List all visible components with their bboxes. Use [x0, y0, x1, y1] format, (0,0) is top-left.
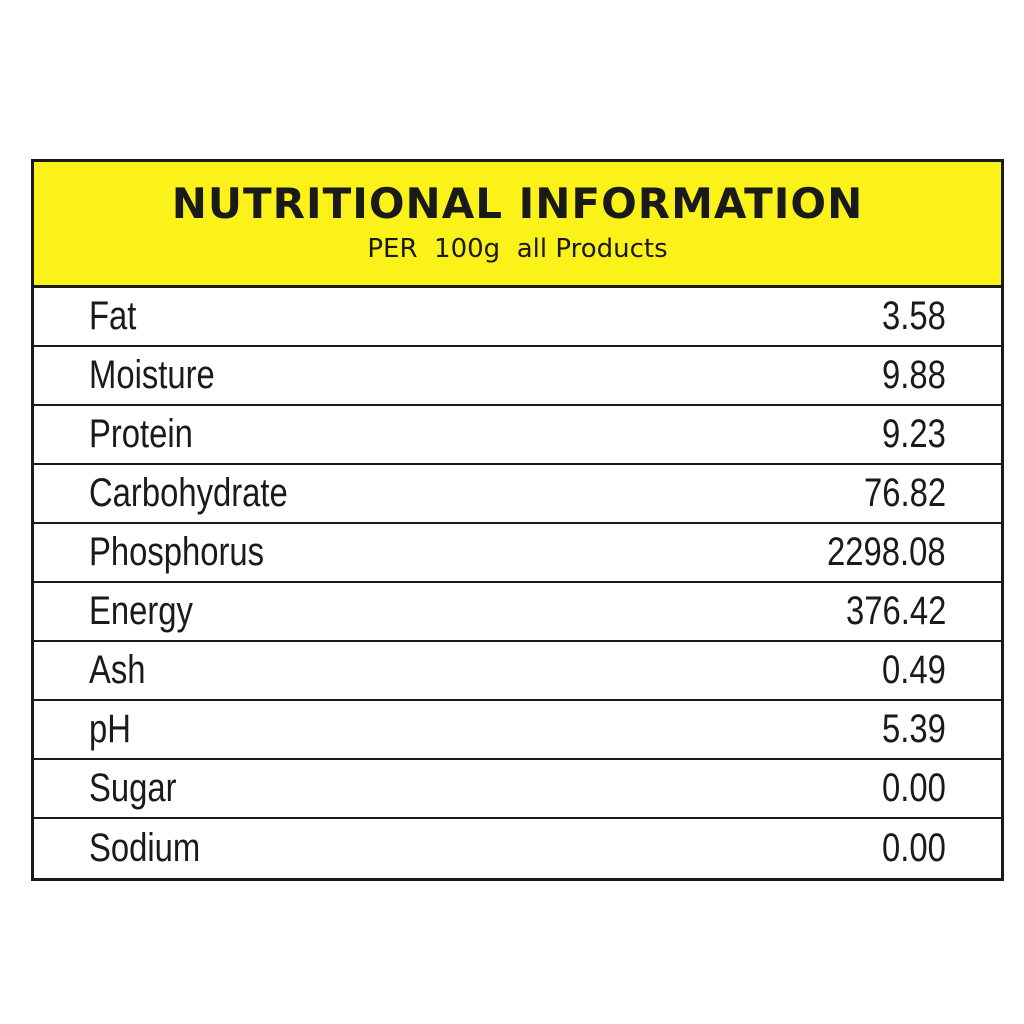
table-row — [34, 406, 1001, 465]
nutrient-label: Protein — [89, 412, 193, 456]
table-row — [34, 524, 1001, 583]
table-row — [34, 819, 1001, 878]
nutrient-value: 0.00 — [882, 826, 946, 870]
nutrient-value: 0.49 — [882, 648, 946, 692]
nutrient-label: Sugar — [89, 766, 177, 810]
nutrient-value: 9.23 — [882, 412, 946, 456]
nutrient-value: 9.88 — [882, 353, 946, 397]
nutrient-value: 76.82 — [863, 471, 946, 515]
nutrient-label: Ash — [89, 648, 146, 692]
table-row — [34, 288, 1001, 347]
nutrient-value: 2298.08 — [827, 530, 946, 574]
table-subtitle: PER 100g all Products — [367, 234, 668, 264]
nutrient-value: 5.39 — [882, 707, 946, 751]
table-row — [34, 583, 1001, 642]
table-header — [34, 162, 1001, 288]
nutrient-label: Energy — [89, 589, 193, 633]
table-row — [34, 347, 1001, 406]
nutrition-table — [31, 159, 1004, 881]
table-row — [34, 701, 1001, 760]
nutrient-label: pH — [89, 707, 131, 751]
table-body — [34, 288, 1001, 878]
table-row — [34, 465, 1001, 524]
nutrient-label: Fat — [89, 294, 137, 338]
nutrient-label: Phosphorus — [89, 530, 265, 574]
nutrient-label: Carbohydrate — [89, 471, 288, 515]
table-title: NUTRITIONAL INFORMATION — [171, 179, 864, 228]
nutrient-label: Moisture — [89, 353, 215, 397]
nutrient-value: 0.00 — [882, 766, 946, 810]
nutrient-value: 3.58 — [882, 294, 946, 338]
table-row — [34, 760, 1001, 819]
table-row — [34, 642, 1001, 701]
nutrient-value: 376.42 — [845, 589, 946, 633]
nutrient-label: Sodium — [89, 826, 201, 870]
